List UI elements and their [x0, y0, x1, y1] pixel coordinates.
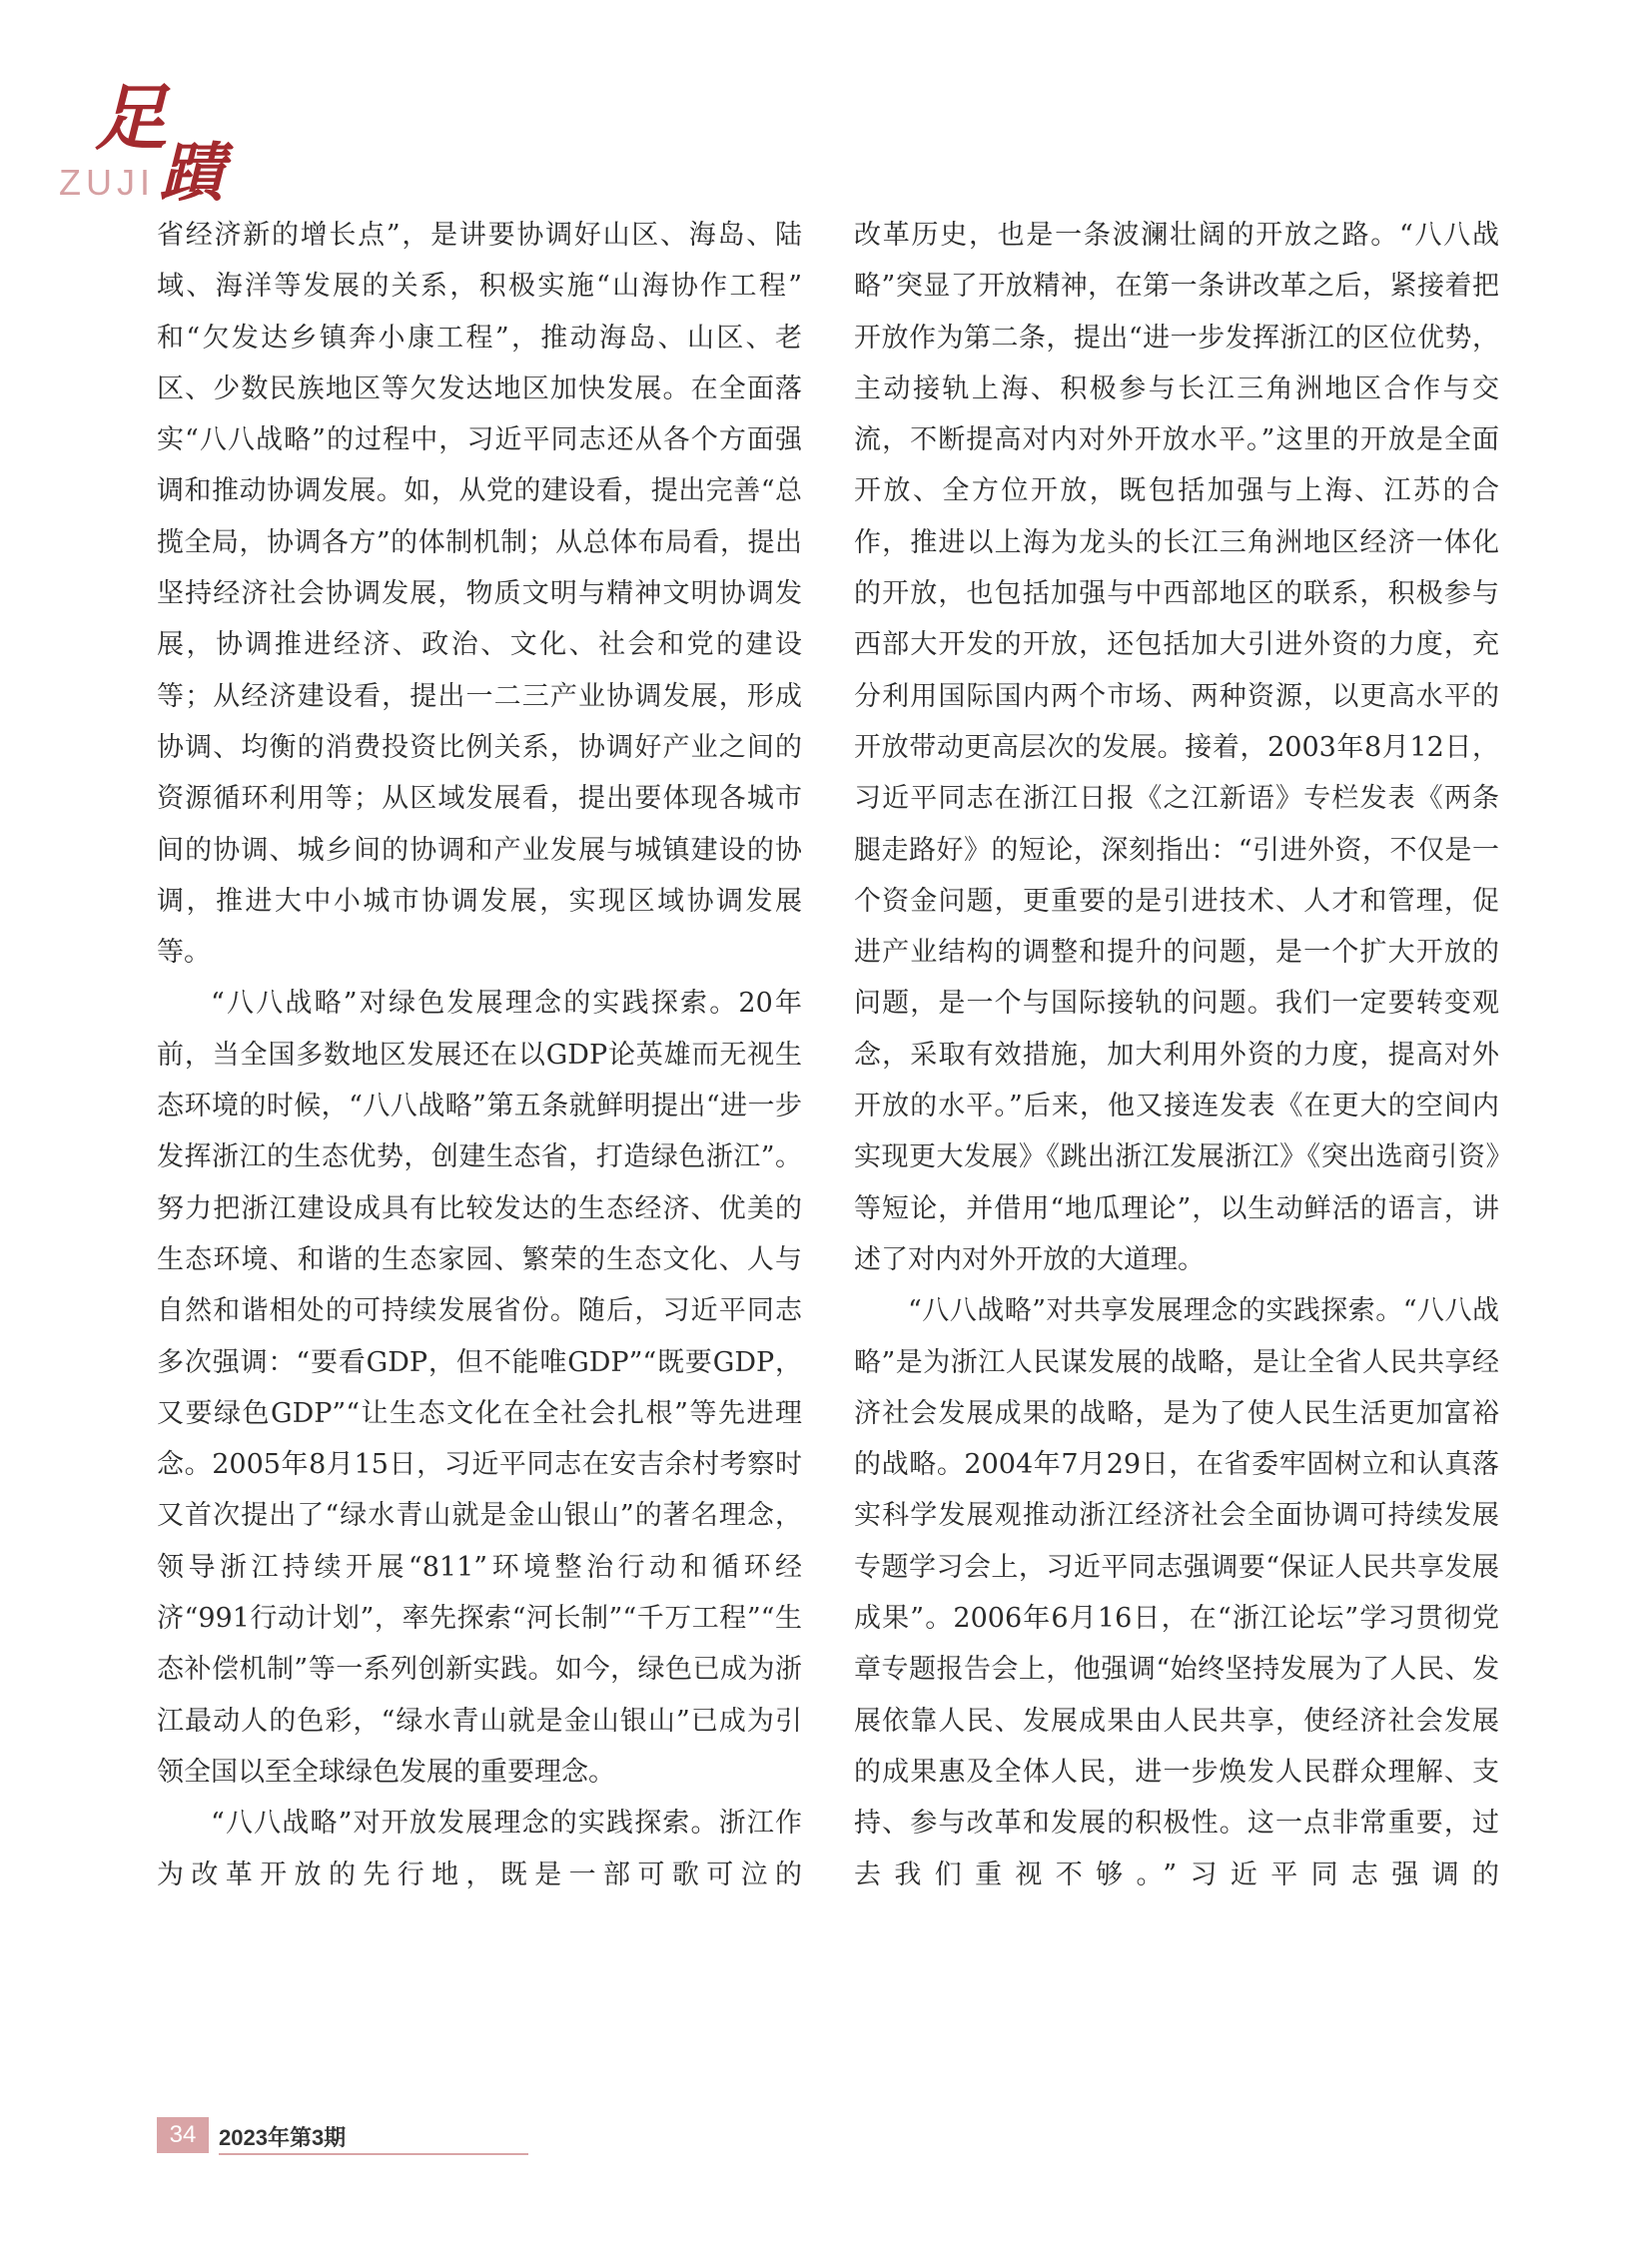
page-number: 34	[157, 2117, 209, 2153]
logo-character-ji: 蹟	[160, 136, 224, 211]
logo-character-zu: 足	[95, 75, 168, 160]
issue-label: 2023年第3期	[219, 2125, 347, 2150]
paragraph: “八八战略”对共享发展理念的实践探索。“八八战略”是为浙江人民谋发展的战略，是让全省人民共享经济社会发展成果的战略，是为了使人民生活更加富裕的战略。2004年7月29日，在省委牢固树立和认真落实科学发展观推动浙江经济社会全面协调可持续发展专题学习会上，习近平同志强调要“保证人民共享发展成果”。2006年6月16日，在“浙江论坛”学习贯彻党章专题报告会上，他强调“始终坚持发展为了人民、发展依靠人民、发展成果由人民共享，使经济社会发展的成果惠及全体人民，进一步焕发人民群众理解、支持、参与改革和发展的积极性。这一点非常重要，过去我们重视不够。”习近平同志强调的	[854, 1295, 1499, 1890]
paragraph: “八八战略”对开放发展理念的实践探索。浙江作为改革开放的先行地，既是一部可歌可泣的	[157, 1808, 802, 1890]
paragraph: “八八战略”对绿色发展理念的实践探索。20年前，当全国多数地区发展还在以GDP论英雄而无视生态环境的时候，“八八战略”第五条就鲜明提出“进一步发挥浙江的生态优势，创建生态省，打造绿色浙江”。努力把浙江建设成具有比较发达的生态经济、优美的生态环境、和谐的生态家园、繁荣的生态文化、人与自然和谐相处的可持续发展省份。随后，习近平同志多次强调：“要看GDP，但不能唯GDP”“既要GDP，又要绿色GDP”“让生态文化在全社会扎根”等先进理念。2005年8月15日，习近平同志在安吉余村考察时又首次提出了“绿水青山就是金山银山”的著名理念，领导浙江持续开展“811”环境整治行动和循环经济“991行动计划”，率先探索“河长制”“千万工程”“生态补偿机制”等一系列创新实践。如今，绿色已成为浙江最动人的色彩，“绿水青山就是金山银山”已成为引领全国以至全球绿色发展的重要理念。	[157, 988, 802, 1788]
paragraph: 改革历史，也是一条波澜壮阔的开放之路。“八八战略”突显了开放精神，在第一条讲改革之后，紧接着把开放作为第二条，提出“进一步发挥浙江的区位优势，主动接轨上海、积极参与长江三角洲地区合作与交流，不断提高对内对外开放水平。”这里的开放是全面开放、全方位开放，既包括加强与上海、江苏的合作，推进以上海为龙头的长江三角洲地区经济一体化的开放，也包括加强与中西部地区的联系，积极参与西部大开发的开放，还包括加大引进外资的力度，充分利用国际国内两个市场、两种资源，以更高水平的开放带动更高层次的发展。接着，2003年8月12日，习近平同志在浙江日报《之江新语》专栏发表《两条腿走路好》的短论，深刻指出：“引进外资，不仅是一个资金问题，更重要的是引进技术、人才和管理，促进产业结构的调整和提升的问题，是一个扩大开放的问题，是一个与国际接轨的问题。我们一定要转变观念，采取有效措施，加大利用外资的力度，提高对外开放的水平。”后来，他又接连发表《在更大的空间内实现更大发展》《跳出浙江发展浙江》《突出选商引资》等短论，并借用“地瓜理论”，以生动鲜活的语言，讲述了对内对外开放的大道理。	[854, 220, 1499, 1275]
right-column	[854, 210, 1499, 1900]
zuji-logo	[55, 60, 255, 211]
logo-latin-text: ZUJI	[59, 162, 155, 203]
left-column	[157, 210, 802, 1900]
footer-divider	[219, 2153, 528, 2155]
paragraph: 省经济新的增长点”，是讲要协调好山区、海岛、陆域、海洋等发展的关系，积极实施“山海协作工程” 和“欠发达乡镇奔小康工程”，推动海岛、山区、老区、少数民族地区等欠发达地区加快发展。在全面落实“八八战略”的过程中，习近平同志还从各个方面强调和推动协调发展。如，从党的建设看，提出完善“总揽全局，协调各方”的体制机制；从总体布局看，提出坚持经济社会协调发展，物质文明与精神文明协调发展，协调推进经济、政治、文化、社会和党的建设等；从经济建设看，提出一二三产业协调发展，形成协调、均衡的消费投资比例关系，协调好产业之间的资源循环利用等；从区域发展看，提出要体现各城市间的协调、城乡间的协调和产业发展与城镇建设的协调，推进大中小城市协调发展，实现区域协调发展等。	[157, 220, 802, 969]
